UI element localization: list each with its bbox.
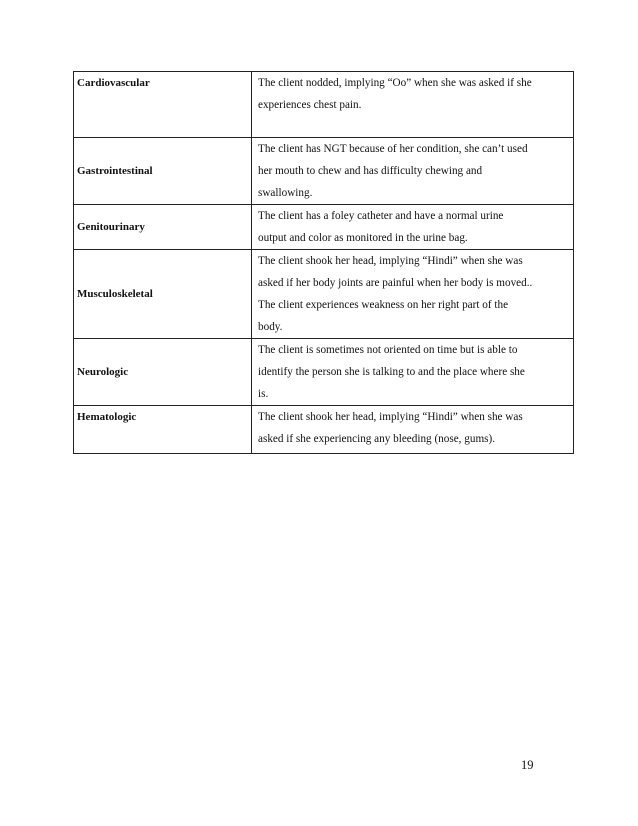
finding-line: is. [258, 388, 269, 400]
table-row-musculoskeletal [74, 250, 574, 339]
finding-text [252, 138, 574, 205]
system-label: Cardiovascular [74, 72, 252, 138]
system-label: Genitourinary [74, 205, 252, 250]
finding-line: body. [258, 321, 283, 333]
table-row-cardiovascular [74, 72, 574, 138]
finding-line: The client has a foley catheter and have a normal urine [258, 210, 504, 222]
finding-line: experiences chest pain. [258, 99, 362, 111]
finding-text [252, 406, 574, 454]
finding-line: The client shook her head, implying “Hindi” when she was [258, 411, 523, 423]
finding-line: The client has NGT because of her condition, she can’t used [258, 143, 528, 155]
finding-line: The client is sometimes not oriented on time but is able to [258, 344, 518, 356]
finding-line: asked if she experiencing any bleeding (nose, gums). [258, 433, 496, 445]
finding-line: asked if her body joints are painful when her body is moved.. [258, 277, 533, 289]
system-label: Gastrointestinal [74, 138, 252, 205]
system-label: Hematologic [74, 406, 252, 454]
finding-line: swallowing. [258, 187, 313, 199]
finding-text [252, 72, 574, 138]
finding-line: her mouth to chew and has difficulty chewing and [258, 165, 483, 177]
system-label: Musculoskeletal [74, 250, 252, 339]
finding-line: The client experiences weakness on her right part of the [258, 299, 509, 311]
table-row-hematologic [74, 406, 574, 454]
finding-line: The client nodded, implying “Oo” when she was asked if she [258, 77, 532, 89]
finding-text [252, 339, 574, 406]
system-label: Neurologic [74, 339, 252, 406]
page-number: 19 [521, 758, 534, 772]
finding-text [252, 205, 574, 250]
finding-text [252, 250, 574, 339]
finding-line: output and color as monitored in the urine bag. [258, 232, 468, 244]
finding-line: The client shook her head, implying “Hindi” when she was [258, 255, 523, 267]
table-row-neurologic [74, 339, 574, 406]
table-row-genitourinary [74, 205, 574, 250]
body-systems-assessment-table [73, 71, 574, 454]
table-row-gastrointestinal [74, 138, 574, 205]
finding-line: identify the person she is talking to and the place where she [258, 366, 525, 378]
